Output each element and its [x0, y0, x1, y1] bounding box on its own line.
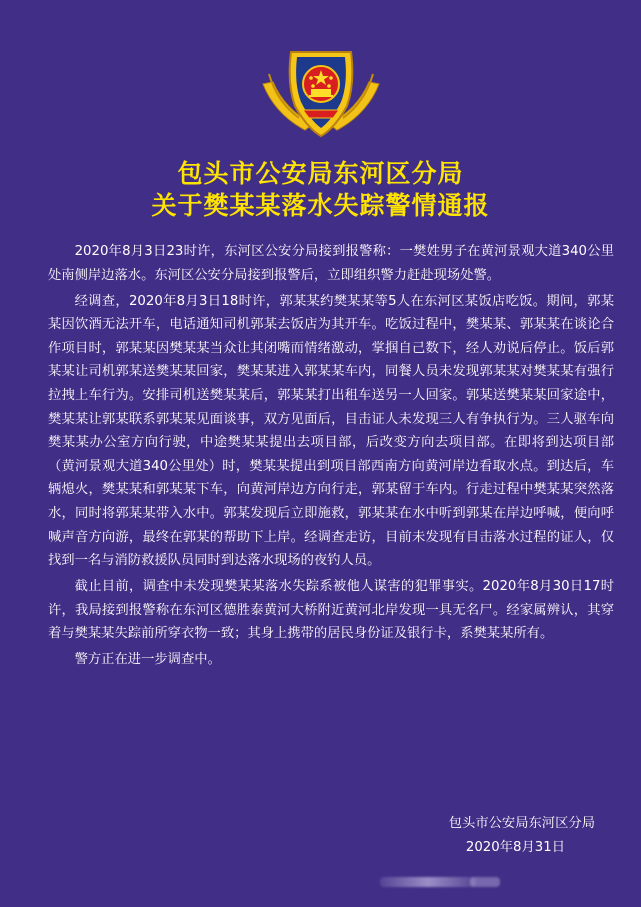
paragraph: 警方正在进一步调查中。 [74, 652, 221, 668]
police-badge-icon [255, 44, 387, 142]
watermark-blur [380, 877, 476, 887]
paragraph: 2020年8月3日23时许，东河区公安分局接到报警称：一樊姓男子在黄河景观大道340公里处南侧岸边落水。东河区公安分局接到报警后，立即组织警力赶赴现场处警。 [48, 244, 614, 283]
notice-title-line1: 包头市公安局东河区分局 [177, 159, 464, 188]
notice-body [48, 240, 614, 674]
notice-title-line2: 关于樊某某落水失踪警情通报 [151, 191, 490, 220]
signature-block [355, 812, 595, 860]
paragraph: 经调查，2020年8月3日18时许，郭某某约樊某某等5人在东河区某饭店吃饭。期间，郭某某因饮酒无法开车，电话通知司机郭某去饭店为其开车。吃饭过程中，樊某某、郭某某在谈论合作项目时，郭某某因樊某某当众让其闭嘴而情绪激动，掌掴自己数下，经人劝说后停止。饭后郭某某让司机郭某送樊某某回家，樊某某进入郭某某车内，同餐人员未发现郭某某对樊某某有强行拉拽上车行为。安排司机送樊某某后，郭某某打出租车送另一人回家。郭某送樊某某回家途中，樊某某让郭某联系郭某某见面谈事，双方见面后，目击证人未发现三人有争执行为。三人驱车向樊某某办公室方向行驶，中途樊某某提出去项目部，后改变方向去项目部。在即将到达项目部（黄河景观大道340公里处）时，樊某某提出到项目部西南方向黄河岸边看取水点。到达后，车辆熄火，樊某某和郭某某下车，向黄河岸边方向行走，郭某留于车内。行走过程中樊某某突然落水，同时将郭某某带入水中。郭某发现后立即施救，郭某某在水中听到郭某在岸边呼喊，便向呼喊声音方向游，最终在郭某的帮助下上岸。经调查走访，目前未发现有目击落水过程的证人，仅找到一名与消防救援队员同时到达落水现场的夜钓人员。 [48, 293, 614, 569]
signature-org: 包头市公安局东河区分局 [448, 816, 595, 831]
watermark-blur [470, 877, 500, 887]
signature-date: 2020年8月31日 [465, 840, 565, 855]
paragraph: 截止目前，调查中未发现樊某某落水失踪系被他人谋害的犯罪事实。2020年8月30日17时许，我局接到报警称在东河区德胜泰黄河大桥附近黄河北岸发现一具无名尸。经家属辨认，其穿着与樊某某失踪前所穿衣物一致；其身上携带的居民身份证及银行卡，系樊某某所有。 [48, 579, 614, 642]
